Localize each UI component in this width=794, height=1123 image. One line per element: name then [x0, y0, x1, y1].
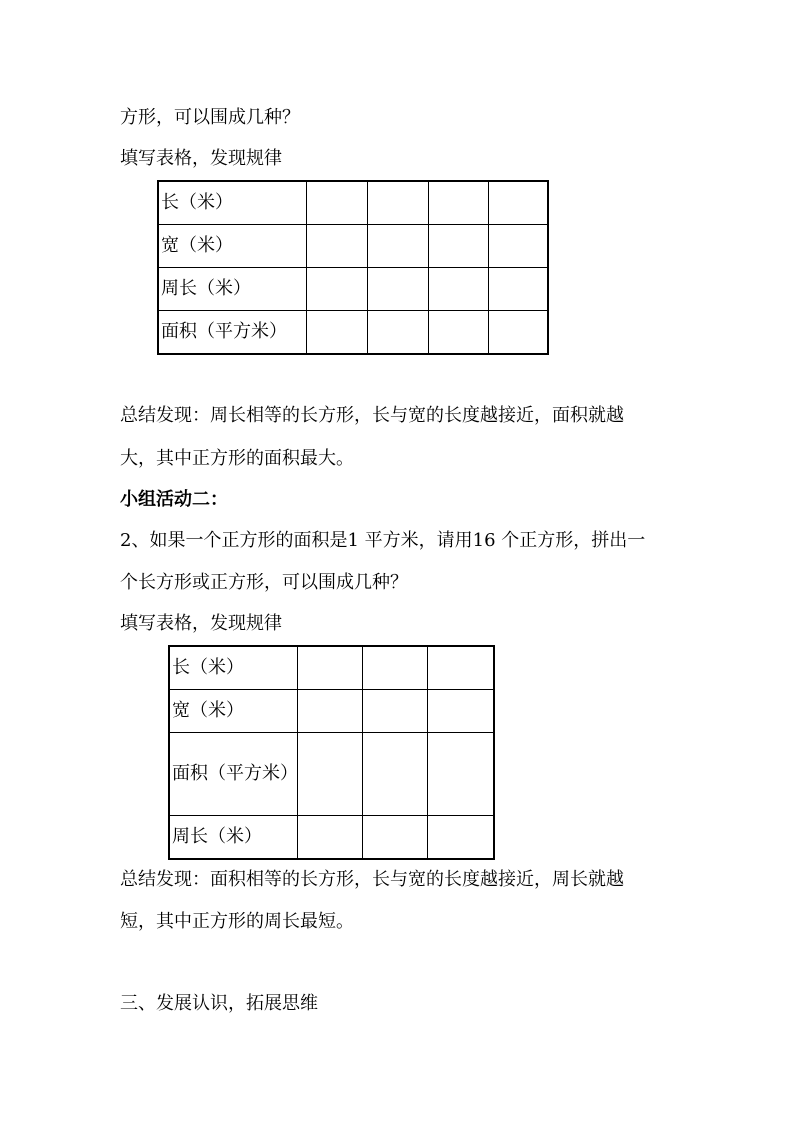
row-label-perimeter: 周长（米）: [169, 816, 297, 860]
table-cell: [367, 225, 428, 268]
table-cell: [362, 690, 427, 733]
table-cell: [367, 268, 428, 311]
row-label-area: 面积（平方米）: [158, 311, 306, 355]
summary-1-line-1: 总结发现：周长相等的长方形，长与宽的长度越接近，面积就越: [120, 405, 624, 426]
question-continuation: 方形，可以围成几种？: [120, 107, 300, 128]
table-cell: [427, 733, 494, 816]
table-row: [169, 646, 494, 690]
table-cell: [362, 816, 427, 860]
table-cell: [428, 181, 488, 225]
table-cell: [362, 733, 427, 816]
table-cell: [297, 816, 362, 860]
table-instruction-2: 填写表格，发现规律: [120, 613, 282, 634]
row-label-length: 长（米）: [169, 646, 297, 690]
row-label-width: 宽（米）: [169, 690, 297, 733]
table-cell: [306, 311, 367, 355]
table-cell: [297, 733, 362, 816]
table-row: [169, 816, 494, 860]
table-row: [169, 733, 494, 816]
table-cell: [428, 225, 488, 268]
table-row: [158, 181, 548, 225]
row-label-length: 长（米）: [158, 181, 306, 225]
table-cell: [306, 268, 367, 311]
table-cell: [306, 225, 367, 268]
summary-2-line-2: 短，其中正方形的周长最短。: [120, 911, 354, 932]
table-cell: [367, 181, 428, 225]
question-2-line-2: 个长方形或正方形，可以围成几种？: [120, 572, 408, 593]
table-row: [158, 268, 548, 311]
table-cell: [362, 646, 427, 690]
section-3-heading: 三、发展认识，拓展思维: [120, 993, 318, 1014]
table-cell: [428, 311, 488, 355]
table-cell: [488, 225, 548, 268]
table-row: [158, 311, 548, 355]
table-cell: [428, 268, 488, 311]
table-instruction-1: 填写表格，发现规律: [120, 148, 282, 169]
table-cell: [488, 311, 548, 355]
table-cell: [297, 690, 362, 733]
table-cell: [306, 181, 367, 225]
table-cell: [427, 816, 494, 860]
table-cell: [488, 268, 548, 311]
table-cell: [427, 646, 494, 690]
table-row: [158, 225, 548, 268]
table-cell: [367, 311, 428, 355]
row-label-area: 面积（平方米）: [169, 733, 297, 816]
table-cell: [427, 690, 494, 733]
summary-1-line-2: 大，其中正方形的面积最大。: [120, 448, 354, 469]
group-activity-heading: 小组活动二：: [120, 489, 228, 510]
table-cell: [297, 646, 362, 690]
row-label-width: 宽（米）: [158, 225, 306, 268]
question-2-line-1: 2、如果一个正方形的面积是1 平方米，请用16 个正方形，拼出一: [120, 530, 646, 551]
row-label-perimeter: 周长（米）: [158, 268, 306, 311]
perimeter-table: [157, 180, 549, 355]
area-table: [168, 645, 495, 860]
table-cell: [488, 181, 548, 225]
table-row: [169, 690, 494, 733]
summary-2-line-1: 总结发现：面积相等的长方形，长与宽的长度越接近，周长就越: [120, 869, 624, 890]
